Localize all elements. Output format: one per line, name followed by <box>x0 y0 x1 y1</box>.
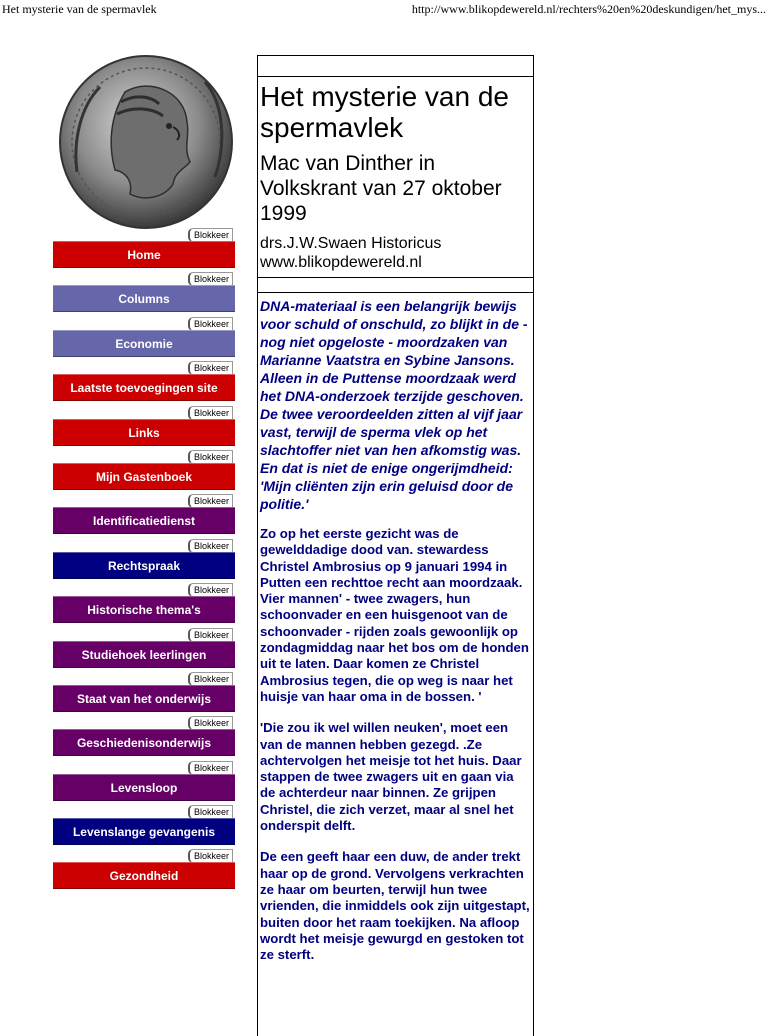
author-website[interactable]: www.blikopdewereld.nl <box>260 254 422 271</box>
menu-button-historische-thema-s[interactable]: Historische thema's <box>53 596 235 623</box>
menu-item <box>53 583 235 627</box>
article-subtitle: Mac van Dinther in Volkskrant van 27 oktober 1999 <box>260 152 502 225</box>
blokkeer-button[interactable]: Blokkeer <box>188 406 233 420</box>
article-column <box>257 55 534 1036</box>
menu-item <box>53 849 235 893</box>
blokkeer-button[interactable]: Blokkeer <box>188 761 233 775</box>
blokkeer-button[interactable]: Blokkeer <box>188 272 233 286</box>
blokkeer-button[interactable]: Blokkeer <box>188 317 233 331</box>
menu-button-links[interactable]: Links <box>53 419 235 446</box>
author-block <box>260 234 531 272</box>
blokkeer-button[interactable]: Blokkeer <box>188 361 233 375</box>
menu-button-levensloop[interactable]: Levensloop <box>53 774 235 801</box>
menu-item <box>53 805 235 849</box>
blokkeer-button[interactable]: Blokkeer <box>188 539 233 553</box>
menu-item <box>53 406 235 450</box>
menu-button-mijn-gastenboek[interactable]: Mijn Gastenboek <box>53 463 235 490</box>
article-paragraph: Zo op het eerste gezicht was de gewelddadige dood van. stewardess Christel Ambrosius op 9 januari 1994 in Putten een rechttoe recht aan moordzaak. Vier mannen' - twee zwagers, hun schoonvader en een huisgenoot van de schoonvader - rijden zoals gewoonlijk op zondagmiddag naar het bos om de honden uit te laten. Daar komen ze Christel Ambrosius tegen, die op weg is naar het huisje van haar oma in de bossen. ' <box>260 526 529 704</box>
blokkeer-button[interactable]: Blokkeer <box>188 450 233 464</box>
top-empty-cell <box>258 56 533 77</box>
spacer-cell <box>258 278 533 293</box>
menu-item <box>53 539 235 583</box>
menu-item <box>53 361 235 405</box>
menu-button-geschiedenisonderwijs[interactable]: Geschiedenisonderwijs <box>53 729 235 756</box>
blokkeer-button[interactable]: Blokkeer <box>188 583 233 597</box>
article-body <box>258 293 533 963</box>
article-paragraph: De een geeft haar een duw, de ander trekt haar op de grond. Vervolgens verkrachten ze haar om beurten, terwijl hun twee vrienden, die inmiddels ook zijn uitgestapt, buiten door het raam toekijken. Na afloop wordt het meisje gewurgd en gestoken tot ze sterft. <box>260 849 530 963</box>
menu-button-rechtspraak[interactable]: Rechtspraak <box>53 552 235 579</box>
author-name: drs.J.W.Swaen Historicus <box>260 235 442 252</box>
side-menu <box>53 228 235 894</box>
blokkeer-button[interactable]: Blokkeer <box>188 716 233 730</box>
blokkeer-button[interactable]: Blokkeer <box>188 228 233 242</box>
menu-item <box>53 628 235 672</box>
title-block <box>258 77 533 278</box>
blokkeer-button[interactable]: Blokkeer <box>188 849 233 863</box>
menu-item <box>53 450 235 494</box>
menu-button-home[interactable]: Home <box>53 241 235 268</box>
print-page-title: Het mysterie van de spermavlek <box>2 2 157 16</box>
menu-button-economie[interactable]: Economie <box>53 330 235 357</box>
print-header <box>0 0 768 20</box>
menu-button-identificatiedienst[interactable]: Identificatiedienst <box>53 507 235 534</box>
print-page-url[interactable]: http://www.blikopdewereld.nl/rechters%20en%20deskundigen/het_mys... <box>411 2 766 16</box>
article-title: Het mysterie van de spermavlek <box>260 81 509 143</box>
roman-coin-image[interactable] <box>55 52 237 232</box>
menu-button-staat-van-het-onderwijs[interactable]: Staat van het onderwijs <box>53 685 235 712</box>
menu-button-studiehoek-leerlingen[interactable]: Studiehoek leerlingen <box>53 641 235 668</box>
menu-button-levenslange-gevangenis[interactable]: Levenslange gevangenis <box>53 818 235 845</box>
menu-item <box>53 761 235 805</box>
menu-button-laatste-toevoegingen-site[interactable]: Laatste toevoegingen site <box>53 374 235 401</box>
menu-item <box>53 672 235 716</box>
menu-item <box>53 494 235 538</box>
menu-button-columns[interactable]: Columns <box>53 285 235 312</box>
blokkeer-button[interactable]: Blokkeer <box>188 494 233 508</box>
blokkeer-button[interactable]: Blokkeer <box>188 805 233 819</box>
blokkeer-button[interactable]: Blokkeer <box>188 628 233 642</box>
menu-item <box>53 716 235 760</box>
menu-button-gezondheid[interactable]: Gezondheid <box>53 862 235 889</box>
article-paragraph: 'Die zou ik wel willen neuken', moet een van de mannen hebben gezegd. .Ze achtervolgen het meisje tot het huis. Daar stappen de twee zwagers uit en gaan via de achterdeur naar binnen. Ze grijpen Christel, die zich verzet, maar al snel het onderspit delft. <box>260 720 522 834</box>
blokkeer-button[interactable]: Blokkeer <box>188 672 233 686</box>
menu-item <box>53 317 235 361</box>
menu-item <box>53 228 235 272</box>
menu-item <box>53 272 235 316</box>
article-intro: DNA-materiaal is een belangrijk bewijs voor schuld of onschuld, zo blijkt in de - nog niet opgeloste - moordzaken van Marianne Vaatstra en Sybine Jansons. Alleen in de Puttense moordzaak werd het DNA-onderzoek terzijde geschoven. De twee veroordeelden zitten al vijf jaar vast, terwijl de sperma vlek op het slachtoffer niet van hen afkomstig was. En dat is niet de enige ongerijmdheid: 'Mijn cliënten zijn erin geluisd door de politie.' <box>260 298 528 512</box>
